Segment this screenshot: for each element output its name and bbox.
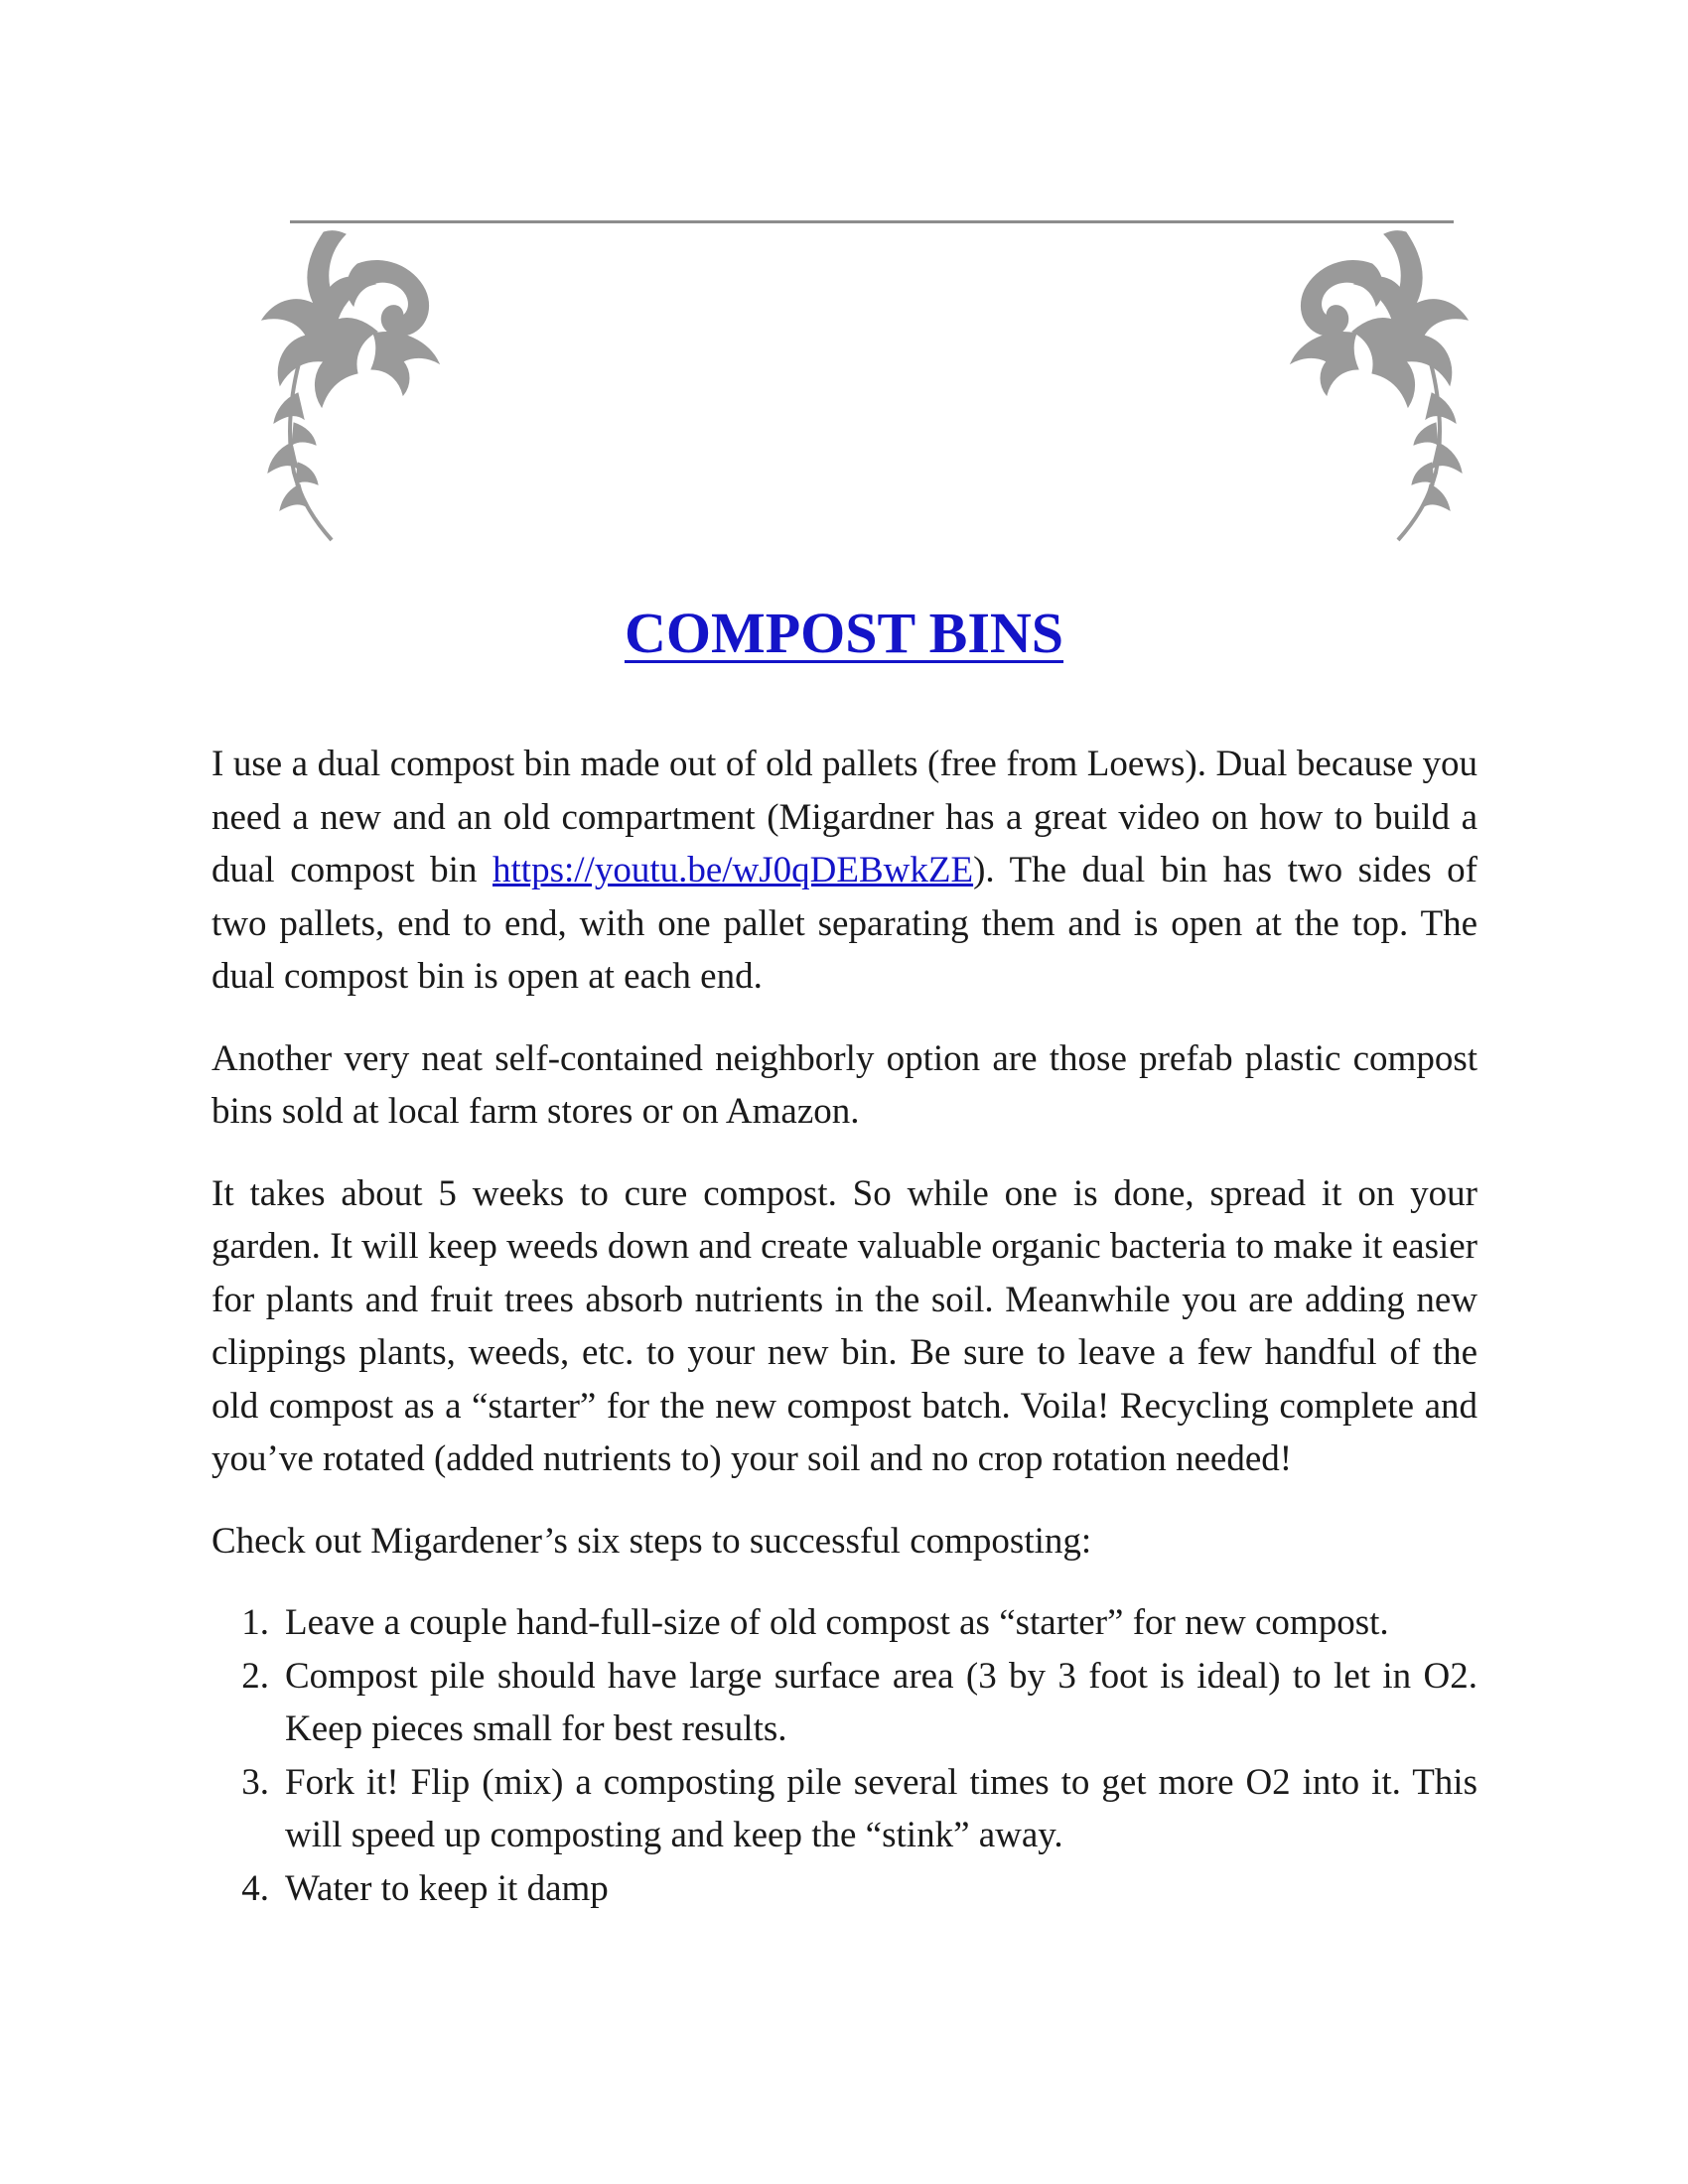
- flourish-ornament-right: [1267, 224, 1476, 542]
- paragraph-dual-bin: [211, 738, 1477, 1004]
- flourish-icon: [254, 224, 463, 542]
- paragraph-text: ). The dual bin has two sides of two pallets, end to end, with one pallet separating them and is open at the top. The dual compost bin is open at each end.: [211, 850, 1477, 997]
- page-title: COMPOST BINS: [624, 601, 1064, 665]
- flourish-ornament-left: [254, 224, 463, 542]
- list-item: [241, 1756, 1477, 1862]
- list-item-text: Fork it! Flip (mix) a composting pile several times to get more O2 into it. This will speed up composting and keep the “stink” away.: [285, 1761, 1477, 1855]
- list-item-number: 1.: [241, 1602, 269, 1643]
- list-item-text: Compost pile should have large surface area (3 by 3 foot is ideal) to let in O2. Keep pieces small for best results.: [285, 1655, 1477, 1749]
- paragraph-prefab-bins: Another very neat self-contained neighborly option are those prefab plastic compost bins sold at local farm stores or on Amazon.: [211, 1037, 1477, 1132]
- paragraph-steps-intro: Check out Migardener’s six steps to successful composting:: [211, 1520, 1092, 1562]
- list-item-number: 3.: [241, 1761, 269, 1803]
- list-item: [241, 1862, 1477, 1916]
- paragraph-text: I use a dual compost bin made out of old pallets (free from Loews). Dual because you need a new and an old compartment (Migardner has a great video on how to build a dual compost bin: [211, 744, 1477, 890]
- list-item: [241, 1596, 1477, 1650]
- list-item-text: Leave a couple hand-full-size of old compost as “starter” for new compost.: [285, 1602, 1389, 1643]
- youtube-video-link[interactable]: https://youtu.be/wJ0qDEBwkZE: [492, 850, 974, 890]
- flourish-icon: [1267, 224, 1476, 542]
- document-body: [211, 738, 1477, 1915]
- header-rule: [290, 220, 1454, 223]
- composting-steps-list: [211, 1596, 1477, 1915]
- list-item-text: Water to keep it damp: [285, 1867, 609, 1909]
- list-item-number: 4.: [241, 1867, 269, 1909]
- paragraph-curing: It takes about 5 weeks to cure compost. So while one is done, spread it on your garden. It will keep weeds down and create valuable organic bacteria to make it easier for plants and fruit trees absorb nutrients in the soil. Meanwhile you are adding new clippings plants, weeds, etc. to your new bin. Be sure to leave a few handful of the old compost as a “starter” for the new compost batch. Voila! Recycling complete and you’ve rotated (added nutrients to) your soil and no crop rotation needed!: [211, 1172, 1477, 1479]
- list-item-number: 2.: [241, 1655, 269, 1697]
- list-item: [241, 1650, 1477, 1756]
